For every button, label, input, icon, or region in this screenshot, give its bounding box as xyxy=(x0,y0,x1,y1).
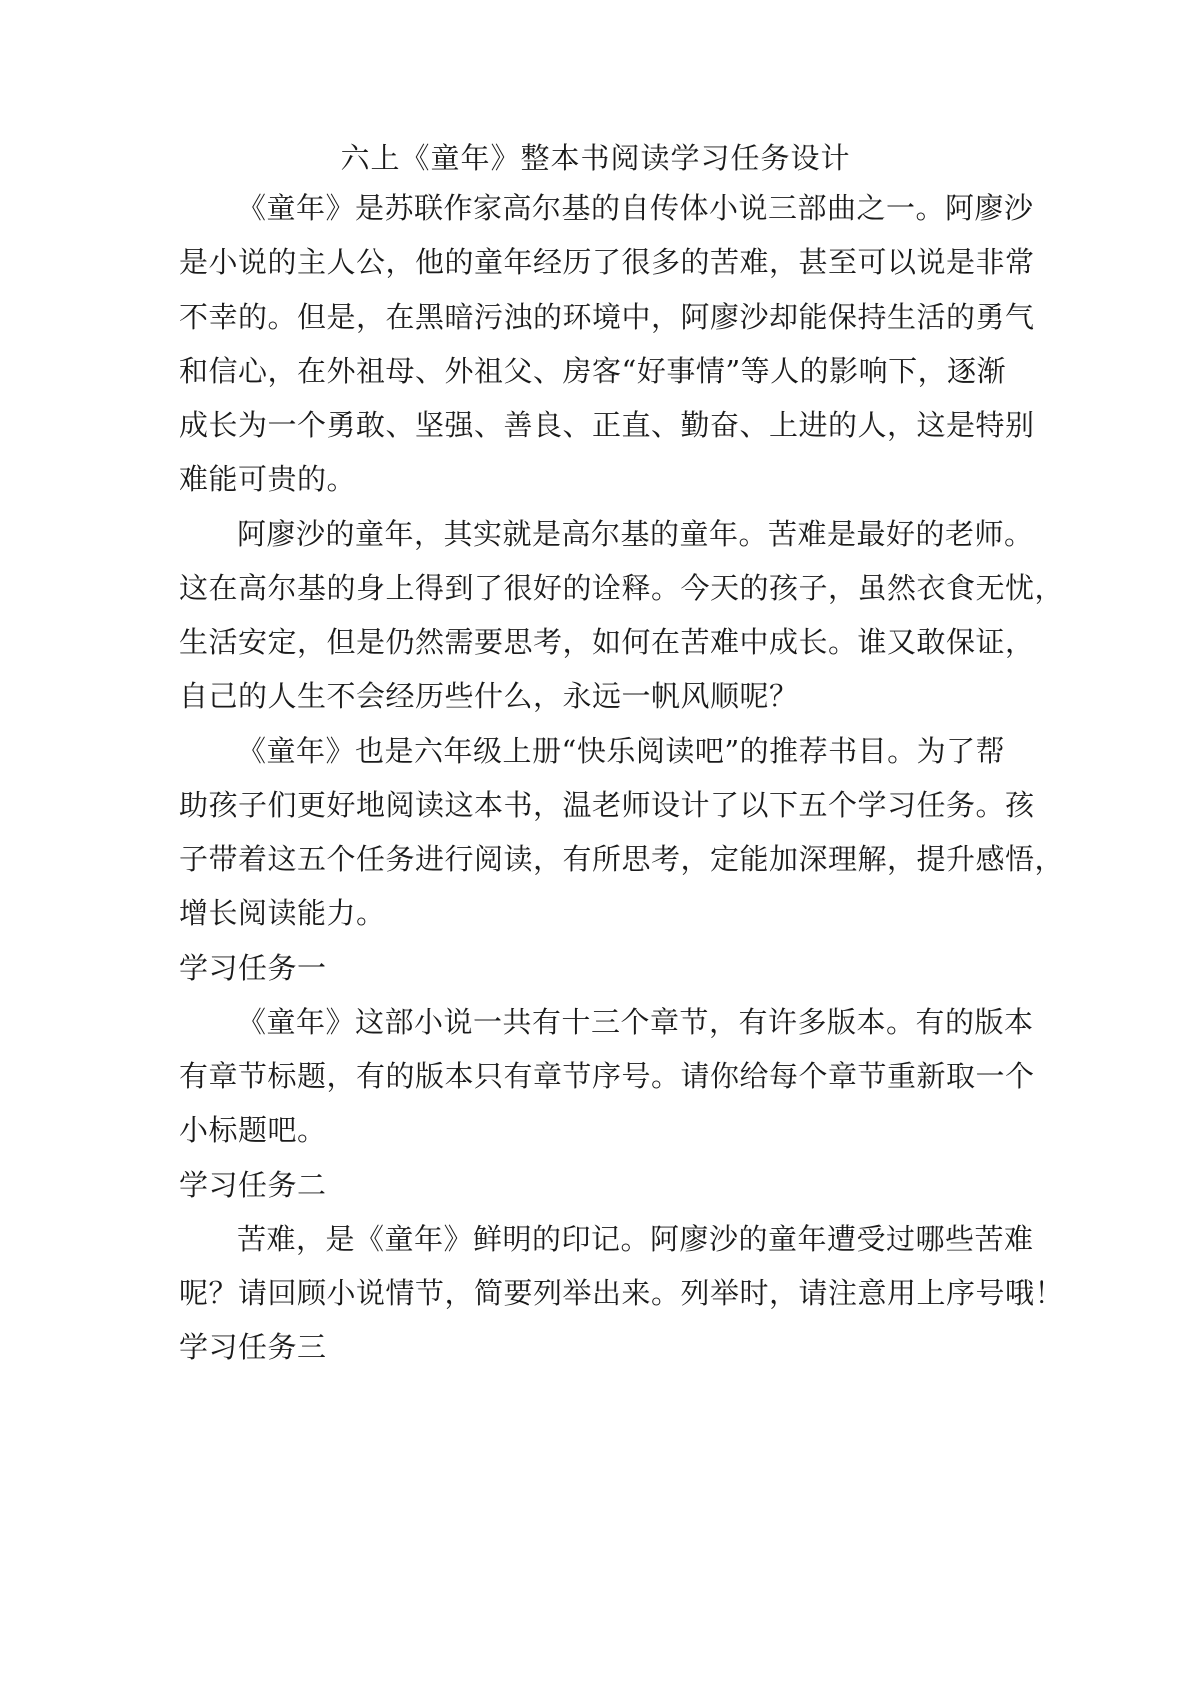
paragraph-line: 《童年》这部小说一共有十三个章节，有许多版本。有的版本 xyxy=(237,1005,1034,1039)
paragraph-line: 阿廖沙的童年，其实就是高尔基的童年。苦难是最好的老师。 xyxy=(237,517,1034,551)
paragraph-line: 成长为一个勇敢、坚强、善良、正直、勤奋、上进的人，这是特别 xyxy=(179,408,1035,442)
paragraph-line: 自己的人生不会经历些什么，永远一帆风顺呢？ xyxy=(179,679,799,713)
paragraph-line: 《童年》是苏联作家高尔基的自传体小说三部曲之一。阿廖沙 xyxy=(237,191,1034,225)
paragraph-line: 有章节标题，有的版本只有章节序号。请你给每个章节重新取一个 xyxy=(179,1059,1035,1093)
section-heading-task-1: 学习任务一 xyxy=(179,951,327,985)
document-title: 六上《童年》整本书阅读学习任务设计 xyxy=(340,141,851,175)
paragraph-line: 《童年》也是六年级上册“快乐阅读吧”的推荐书目。为了帮 xyxy=(237,734,1006,768)
section-heading-task-2: 学习任务二 xyxy=(179,1168,327,1202)
paragraph-line: 生活安定，但是仍然需要思考，如何在苦难中成长。谁又敢保证， xyxy=(179,625,1035,659)
paragraph-line: 助孩子们更好地阅读这本书，温老师设计了以下五个学习任务。孩 xyxy=(179,788,1035,822)
paragraph-line: 呢？请回顾小说情节，简要列举出来。列举时，请注意用上序号哦！ xyxy=(179,1276,1065,1310)
paragraph-line: 和信心，在外祖母、外祖父、房客“好事情”等人的影响下，逐渐 xyxy=(179,354,1007,388)
paragraph-line: 子带着这五个任务进行阅读，有所思考，定能加深理解，提升感悟， xyxy=(179,842,1065,876)
paragraph-line: 这在高尔基的身上得到了很好的诠释。今天的孩子，虽然衣食无忧， xyxy=(179,571,1065,605)
paragraph-line: 难能可贵的。 xyxy=(179,462,357,496)
section-heading-task-3: 学习任务三 xyxy=(179,1330,327,1364)
paragraph-line: 小标题吧。 xyxy=(179,1113,327,1147)
paragraph-line: 不幸的。但是，在黑暗污浊的环境中，阿廖沙却能保持生活的勇气 xyxy=(179,300,1035,334)
paragraph-line: 增长阅读能力。 xyxy=(179,896,386,930)
paragraph-line: 是小说的主人公，他的童年经历了很多的苦难，甚至可以说是非常 xyxy=(179,245,1035,279)
paragraph-line: 苦难，是《童年》鲜明的印记。阿廖沙的童年遭受过哪些苦难 xyxy=(237,1222,1034,1256)
